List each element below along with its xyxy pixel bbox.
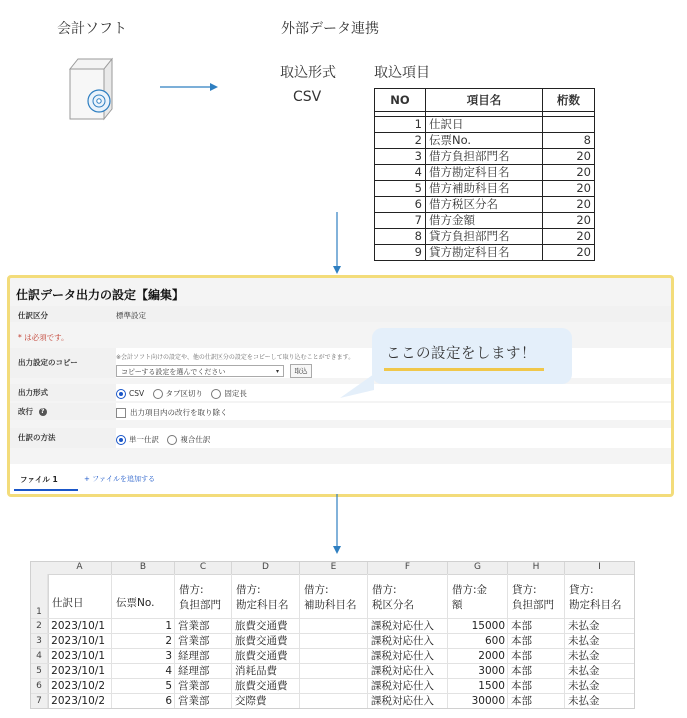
chevron-down-icon: ▾ [275, 368, 279, 375]
sheet-header-line: 税区分名 [372, 599, 414, 611]
sheet-cell[interactable]: 3 [165, 650, 172, 662]
format-options [116, 388, 247, 399]
external-link-label: 外部データ連携 [281, 21, 379, 37]
copy-settings-select[interactable] [116, 365, 284, 377]
sheet-cell[interactable]: 6 [165, 695, 172, 707]
grid-line [30, 708, 635, 709]
copy-hint: ※会計ソフト向けの設定や、他の仕訳区分の設定をコピーして取り込むことができます。 [116, 354, 355, 361]
cell-name: 借方負担部門名 [426, 149, 543, 165]
cell-name: 借方金額 [426, 213, 543, 229]
sheet-cell[interactable] [303, 634, 365, 649]
tab-active-indicator [14, 489, 78, 491]
csv-spreadsheet [30, 561, 643, 711]
table-row [375, 197, 595, 213]
radio-csv-label: CSV [129, 389, 145, 398]
sheet-header-line: 負担部門 [179, 599, 221, 611]
sheet-header-cell[interactable] [372, 583, 446, 613]
column-header-f[interactable]: F [368, 561, 448, 575]
cell-name: 借方補助科目名 [426, 181, 543, 197]
copy-select-placeholder: コピーする設定を選んでください [121, 368, 226, 376]
table-row [375, 181, 595, 197]
column-header-i[interactable]: I [565, 561, 635, 575]
import-items-table [374, 88, 595, 261]
cell-no: 2 [375, 133, 426, 149]
sheet-cell[interactable]: 未払金 [568, 695, 600, 707]
sheet-cell[interactable]: 2023/10/2 [51, 680, 105, 692]
sheet-cell[interactable]: 本部 [511, 680, 532, 692]
method-label: 仕訳の方法 [10, 428, 116, 448]
category-row [10, 306, 671, 322]
radio-tab[interactable] [153, 389, 163, 399]
sheet-cell[interactable]: 旅費交通費 [235, 680, 288, 692]
grid-line [564, 574, 565, 709]
radio-fixed-label: 固定長 [224, 389, 247, 398]
cell-no: 7 [375, 213, 426, 229]
table-row [375, 149, 595, 165]
sheet-cell[interactable]: 3000 [478, 665, 505, 677]
sheet-header-line: 伝票No. [116, 597, 155, 609]
sheet-header-line: 借方:金 [452, 584, 488, 596]
column-header-g[interactable]: G [448, 561, 508, 575]
method-options [116, 434, 210, 445]
import-items-label: 取込項目 [374, 65, 430, 81]
sheet-cell[interactable]: 経理部 [178, 650, 210, 662]
sheet-cell[interactable] [303, 679, 365, 694]
arrow-down-icon [332, 212, 342, 274]
sheet-header-cell[interactable] [512, 583, 563, 613]
sheet-cell[interactable]: 旅費交通費 [235, 650, 288, 662]
tab-file-1[interactable]: ファイル 1 [20, 475, 58, 484]
sheet-cell[interactable]: 交際費 [235, 695, 267, 707]
category-value: 標準設定 [116, 311, 146, 320]
required-note [18, 332, 69, 343]
grid-line [231, 574, 232, 709]
sheet-cell[interactable]: 課税対応仕入 [371, 650, 434, 662]
newline-row [10, 403, 671, 420]
sheet-cell[interactable]: 2023/10/1 [51, 635, 105, 647]
grid-line [447, 574, 448, 709]
cell-name: 借方税区分名 [426, 197, 543, 213]
cell-digits: 20 [543, 149, 595, 165]
sheet-header-cell[interactable] [236, 583, 298, 613]
cell-no: 8 [375, 229, 426, 245]
column-header-e[interactable]: E [300, 561, 368, 575]
callout-tail-icon [340, 374, 376, 400]
newline-label: 改行 [18, 407, 33, 416]
sheet-cell[interactable]: 2023/10/1 [51, 665, 105, 677]
software-box-icon [66, 57, 114, 121]
sheet-cell[interactable]: 未払金 [568, 650, 600, 662]
sheet-cell[interactable]: 消耗品費 [235, 665, 277, 677]
select-all-corner[interactable] [30, 561, 49, 575]
sheet-cell[interactable]: 30000 [471, 695, 505, 707]
table-row [375, 245, 595, 261]
sheet-cell[interactable] [303, 619, 365, 634]
sheet-cell[interactable]: 本部 [511, 620, 532, 632]
sheet-cell[interactable]: 15000 [471, 620, 505, 632]
sheet-cell[interactable]: 4 [165, 665, 172, 677]
sheet-header-line: 補助科目名 [304, 599, 357, 611]
sheet-cell[interactable]: 未払金 [568, 680, 600, 692]
sheet-cell[interactable]: 1500 [478, 680, 505, 692]
sheet-cell[interactable]: 600 [484, 635, 505, 647]
table-row [375, 165, 595, 181]
sheet-header-line: 勘定科目名 [236, 599, 289, 611]
callout-bubble [372, 328, 572, 384]
col-header-digits: 桁数 [543, 89, 595, 112]
sheet-header-line: 貸方: [512, 584, 537, 596]
sheet-cell[interactable]: 課税対応仕入 [371, 635, 434, 647]
table-row [375, 229, 595, 245]
column-header-a[interactable]: A [48, 561, 112, 575]
sheet-cell[interactable]: 未払金 [568, 635, 600, 647]
cell-no: 3 [375, 149, 426, 165]
cell-name: 借方勘定科目名 [426, 165, 543, 181]
sheet-header-cell[interactable] [52, 596, 110, 611]
sheet-header-line: 借方: [236, 584, 261, 596]
file-tabs [10, 464, 671, 494]
table-row [375, 213, 595, 229]
cell-digits: 20 [543, 213, 595, 229]
sheet-header-cell[interactable] [179, 583, 230, 613]
grid-line [367, 574, 368, 709]
format-label: 出力形式 [10, 384, 116, 401]
add-file-link[interactable]: + ファイルを追加する [84, 475, 155, 483]
import-format-label: 取込形式 [280, 65, 336, 81]
arrow-right-icon [160, 81, 218, 93]
sheet-header-line: 借方: [304, 584, 329, 596]
sheet-header-line: 借方: [179, 584, 204, 596]
sheet-cell[interactable]: 旅費交通費 [235, 620, 288, 632]
output-settings-panel [7, 275, 674, 497]
cell-digits: 20 [543, 181, 595, 197]
sheet-header-line: 負担部門 [512, 599, 554, 611]
sheet-header-line: 借方: [372, 584, 397, 596]
sheet-cell[interactable]: 経理部 [178, 665, 210, 677]
sheet-cell[interactable]: 営業部 [178, 620, 210, 632]
sheet-cell[interactable]: 本部 [511, 665, 532, 677]
sheet-cell[interactable] [303, 694, 365, 709]
help-icon[interactable]: ? [39, 408, 47, 416]
sheet-cell[interactable]: 課税対応仕入 [371, 620, 434, 632]
sheet-cell[interactable]: 2000 [478, 650, 505, 662]
radio-csv[interactable] [116, 389, 126, 399]
sheet-header-cell[interactable] [116, 596, 173, 611]
column-header-b[interactable]: B [112, 561, 175, 575]
grid-line [111, 574, 112, 709]
cell-digits: 20 [543, 165, 595, 181]
radio-single-label: 単一仕訳 [129, 435, 159, 444]
grid-line [634, 574, 635, 709]
sheet-cell[interactable]: 課税対応仕入 [371, 680, 434, 692]
cell-no: 1 [375, 117, 426, 133]
column-header-d[interactable]: D [232, 561, 300, 575]
row-header[interactable]: 1 [30, 574, 49, 619]
sheet-cell[interactable]: 2023/10/1 [51, 620, 105, 632]
table-row [375, 133, 595, 149]
grid-line [174, 574, 175, 709]
column-header-h[interactable]: H [508, 561, 565, 575]
sheet-header-cell[interactable] [452, 583, 506, 613]
required-mark: * は必須です。 [18, 333, 69, 342]
col-header-name: 項目名 [426, 89, 543, 112]
sheet-header-line: 仕訳日 [52, 597, 84, 609]
sheet-cell[interactable]: 本部 [511, 650, 532, 662]
col-header-no: NO [375, 89, 426, 112]
radio-compound-label: 複合仕訳 [180, 435, 211, 444]
import-format-value: CSV [293, 89, 322, 105]
sheet-cell[interactable]: 課税対応仕入 [371, 665, 434, 677]
sheet-cell[interactable]: 営業部 [178, 680, 210, 692]
newline-option [116, 407, 228, 418]
grid-line [47, 574, 48, 709]
column-header-c[interactable]: C [175, 561, 232, 575]
row-header[interactable]: 6 [30, 679, 49, 694]
sheet-cell[interactable]: 課税対応仕入 [371, 695, 434, 707]
sheet-cell[interactable] [303, 649, 365, 664]
callout-text: ここの設定をします！ [386, 346, 536, 362]
sheet-cell[interactable]: 本部 [511, 695, 532, 707]
cell-name: 貸方勘定科目名 [426, 245, 543, 261]
row-header[interactable]: 4 [30, 649, 49, 664]
grid-line [299, 574, 300, 709]
cell-no: 5 [375, 181, 426, 197]
grid-line [507, 574, 508, 709]
arrow-down-icon [332, 494, 342, 554]
sheet-header-cell[interactable] [304, 583, 366, 613]
newline-checkbox[interactable] [116, 408, 126, 418]
cell-digits: 20 [543, 197, 595, 213]
newline-label-wrap [10, 403, 116, 420]
cell-digits: 20 [543, 245, 595, 261]
radio-single[interactable] [116, 435, 126, 445]
panel-title: 仕訳データ出力の設定【編集】 [16, 288, 185, 302]
sheet-cell[interactable]: 2023/10/2 [51, 695, 105, 707]
sheet-cell[interactable]: 本部 [511, 635, 532, 647]
sheet-cell[interactable]: 未払金 [568, 665, 600, 677]
row-header[interactable]: 7 [30, 694, 49, 709]
cell-no: 6 [375, 197, 426, 213]
row-header[interactable]: 5 [30, 664, 49, 679]
software-label: 会計ソフト [57, 21, 127, 37]
sheet-cell[interactable]: 2 [165, 635, 172, 647]
cell-no: 4 [375, 165, 426, 181]
cell-name: 伝票No. [426, 133, 543, 149]
sheet-header-line: 額 [452, 599, 463, 611]
cell-digits: 20 [543, 229, 595, 245]
cell-digits: 8 [543, 133, 595, 149]
radio-compound[interactable] [167, 435, 177, 445]
table-row [375, 117, 595, 133]
copy-import-button[interactable]: 取込 [290, 364, 312, 378]
category-label: 仕訳区分 [18, 311, 48, 320]
callout-underline [384, 368, 544, 371]
cell-name: 仕訳日 [426, 117, 543, 133]
sheet-cell[interactable]: 未払金 [568, 620, 600, 632]
row-header[interactable]: 2 [30, 619, 49, 634]
sheet-cell[interactable] [303, 664, 365, 679]
newline-option-label: 出力項目内の改行を取り除く [130, 408, 228, 417]
radio-tab-label: タブ区切り [165, 389, 204, 398]
sheet-cell[interactable]: 2023/10/1 [51, 650, 105, 662]
radio-fixed[interactable] [211, 389, 221, 399]
sheet-cell[interactable]: 1 [165, 620, 172, 632]
cell-digits [543, 117, 595, 133]
row-header[interactable]: 3 [30, 634, 49, 649]
sheet-header-cell[interactable] [569, 583, 633, 613]
sheet-cell[interactable]: 旅費交通費 [235, 635, 288, 647]
sheet-header-line: 貸方: [569, 584, 594, 596]
copy-label: 出力設定のコピー [10, 348, 116, 378]
sheet-header-line: 勘定科目名 [569, 599, 622, 611]
cell-name: 貸方負担部門名 [426, 229, 543, 245]
sheet-cell[interactable]: 営業部 [178, 635, 210, 647]
cell-no: 9 [375, 245, 426, 261]
method-row [10, 428, 671, 448]
sheet-cell[interactable]: 営業部 [178, 695, 210, 707]
sheet-cell[interactable]: 5 [165, 680, 172, 692]
